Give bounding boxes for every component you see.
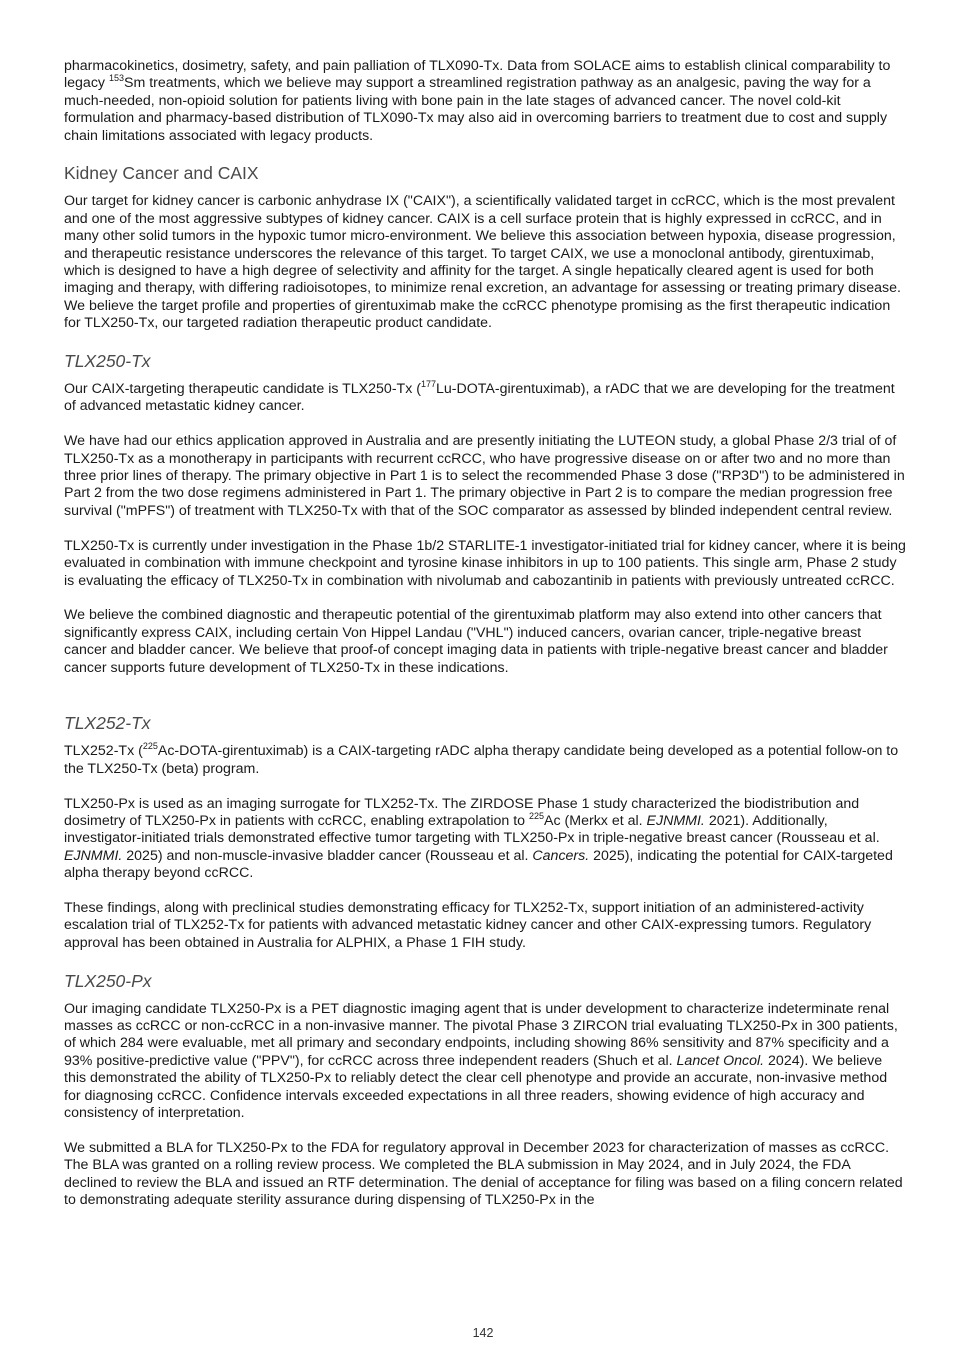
tlx250tx-paragraph-4: We believe the combined diagnostic and therapeutic potential of the girentuximab platform may also extend into other cancers that significantly express CAIX, including certain Von Hippel Landau ("VHL") induced cancers, ovarian cancer, triple-negative breast cancer and bladder cancer. We believe that proof-of concept imaging data in patients with triple-negative breast cancer and bladder cancer supports future development of TLX250-Tx in these indications.	[64, 607, 888, 676]
subsection-heading-tlx250tx: TLX250-Tx	[64, 351, 151, 372]
tlx252tx-paragraph-3: These findings, along with preclinical studies demonstrating efficacy for TLX252-Tx, support initiation of an administered-activity escalation trial of TLX252-Tx for patients with advanced metastatic kidney cancer and other CAIX-expressing tumors. Regulatory approval has been obtained in Australia for ALPHIX, a Phase 1 FIH study.	[64, 899, 872, 951]
subsection-heading-tlx250px: TLX250-Px	[64, 970, 152, 991]
tlx250px-paragraph-2: We submitted a BLA for TLX250-Px to the FDA for regulatory approval in December 2023 for characterization of masses as ccRCC. The BLA was granted on a rolling review process. We completed the BLA submission in May 2024, and in July 2024, the FDA declined to review the BLA and issued an RTF determination. The denial of acceptance for filing was based on a filing concern related to demonstrating adequate sterility assurance during dispensing of TLX250-Px in the	[64, 1139, 903, 1208]
tlx252tx-paragraph-2: TLX250-Px is used as an imaging surrogate for TLX252-Tx. The ZIRDOSE Phase 1 study characterized the biodistribution and dosimetry of TLX250-Px in patients with ccRCC, enabling extrapolation to $^{225}$Ac (Merkx et al. EJNMMI. 2021). Additionally, investigator-initiated trials demonstrated effective tumor targeting with TLX250-Px in triple-negative breast cancer (Rousseau et al. EJNMMI. 2025) and non-muscle-invasive bladder cancer (Rousseau et al. Cancers. 2025), indicating the potential for CAIX-targeted alpha therapy beyond ccRCC.	[64, 795, 893, 882]
section-heading-kidney: Kidney Cancer and CAIX	[64, 163, 259, 184]
tlx250px-paragraph-1: Our imaging candidate TLX250-Px is a PET diagnostic imaging agent that is under development to characterize indeterminate renal masses as ccRCC or non-ccRCC in a non-invasive manner. The pivotal Phase 3 ZIRCON trial evaluating TLX250-Px in 300 patients, of which 284 were evaluable, met all primary and secondary endpoints, including showing 86% sensitivity and 87% specificity and a 93% positive-predictive value ("PPV"), for ccRCC across three independent readers (Shuch et al. Lancet Oncol. 2024). We believe this demonstrated the ability of TLX250-Px to reliably detect the clear cell phenotype and provide an accurate, non-invasive method for diagnosing ccRCC. Confidence intervals exceeded expectations in all three readers, showing evidence of high accuracy and consistency of interpretation.	[64, 1000, 898, 1121]
tlx252tx-paragraph-1: TLX252-Tx ($^{225}$Ac-DOTA-girentuximab) is a CAIX-targeting rADC alpha therapy candidate being developed as a potential follow-on to the TLX250-Tx (beta) program.	[64, 741, 899, 777]
tlx250tx-paragraph-3: TLX250-Tx is currently under investigation in the Phase 1b/2 STARLITE-1 investigator-initiated trial for kidney cancer, where it is being evaluated in combination with immune checkpoint and tyrosine kinase inhibitors in up to 100 patients. This single arm, Phase 2 study is evaluating the efficacy of TLX250-Tx in combination with nivolumab and cabozantinib in patients with previously untreated ccRCC.	[64, 537, 906, 589]
tlx250tx-paragraph-2: We have had our ethics application approved in Australia and are presently initiating the LUTEON study, a global Phase 2/3 trial of of TLX250-Tx as a monotherapy in participants with recurrent ccRCC, who have progressive disease on or after two and no more than three prior lines of therapy. The primary objective in Part 1 is to select the recommended Phase 3 dose ("RP3D") to be administered in Part 2 from the two dose regimens administered in Part 1. The primary objective in Part 2 is to compare the median progression free survival ("mPFS") of treatment with TLX250-Tx with that of the SOC comparator as assessed by blinded independent central review.	[64, 433, 905, 519]
document-page	[64, 58, 906, 1227]
kidney-paragraph: Our target for kidney cancer is carbonic anhydrase IX ("CAIX"), a scientifically validated target in ccRCC, which is the most prevalent and one of the most aggressive subtypes of kidney cancer. CAIX is a cell surface protein that is highly expressed in ccRCC, and in many other solid tumors in the hypoxic tumor micro-environment. We believe this association between hypoxia, disease progression, and therapeutic resistance underscores the relevance of this target. To target CAIX, we use a monoclonal antibody, girentuximab, which is designed to have a high degree of selectivity and affinity for the target. A single hepatically cleared agent is used for both imaging and therapy, with differing radioisotopes, to minimize renal excretion, an advantage for assessing or treating primary disease. We believe the target profile and properties of girentuximab make the ccRCC phenotype promising as the first therapeutic indication for TLX250-Tx, our targeted radiation therapeutic product candidate.	[64, 193, 901, 332]
page-number: 142	[472, 1326, 494, 1340]
tlx250tx-paragraph-1: Our CAIX-targeting therapeutic candidate is TLX250-Tx ($^{177}$Lu-DOTA-girentuximab), a rADC that we are developing for the treatment of advanced metastatic kidney cancer.	[64, 379, 895, 415]
subsection-heading-tlx252tx: TLX252-Tx	[64, 713, 151, 734]
intro-paragraph: pharmacokinetics, dosimetry, safety, and pain palliation of TLX090-Tx. Data from SOLACE aims to establish clinical comparability to legacy $^{153}$Sm treatments, which we believe may support a streamlined registration pathway as an analgesic, paving the way for a much-needed, non-opioid solution for patients living with bone pain in the late stages of advanced cancer. The novel cold-kit formulation and pharmacy-based distribution of TLX090-Tx may also aid in overcoming barriers to treatment due to cost and supply chain limitations associated with legacy products.	[64, 58, 891, 144]
